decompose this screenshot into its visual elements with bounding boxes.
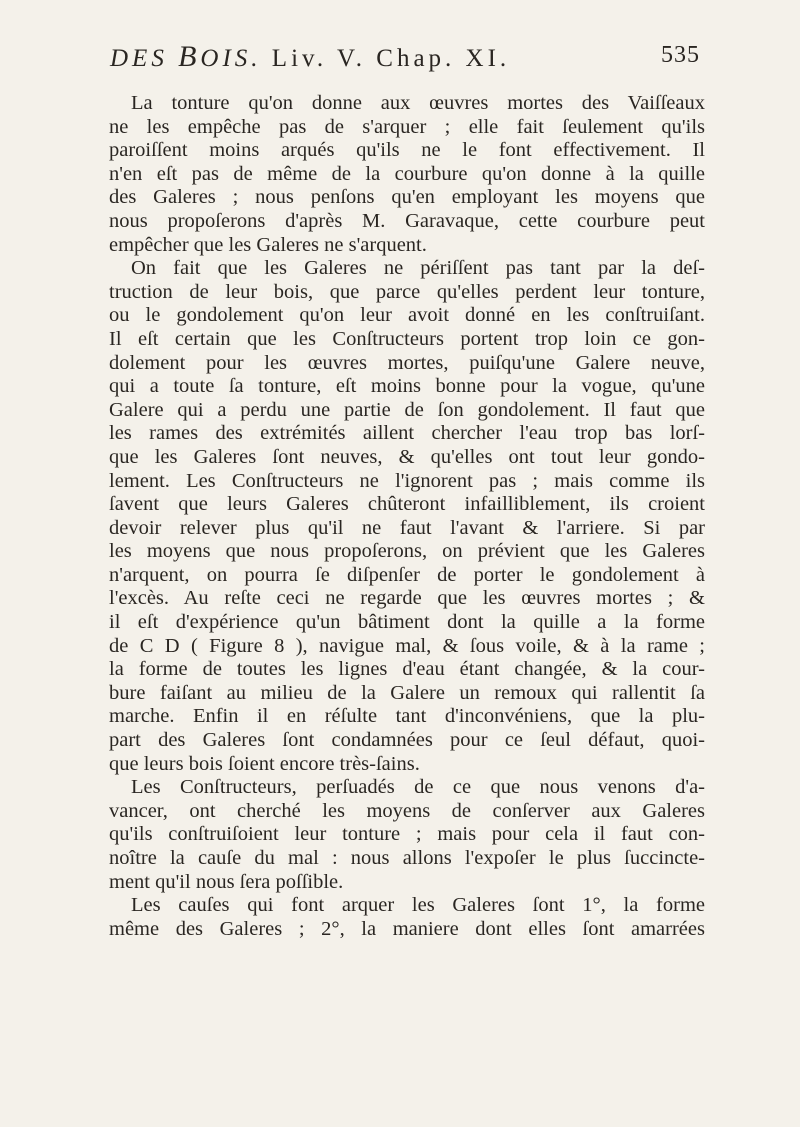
text-line: Les Conſtructeurs, perſuadés de ce que nous venons d'a- <box>131 776 705 799</box>
body-text <box>109 92 705 941</box>
text-line: ou le gondolement qu'on leur avoit donné en les conſtruiſant. <box>109 304 705 327</box>
text-line: bure faiſant au milieu de la Galere un remoux qui rallentit ſa <box>109 681 705 704</box>
running-chapter: Liv. V. Chap. XI. <box>271 45 511 72</box>
text-line: les rames des extrémités aillent chercher l'eau trop bas lorſ- <box>109 422 705 445</box>
text-line: il eſt d'expérience qu'un bâtiment dont la quille a la forme <box>109 611 705 634</box>
text-line: ſavent que leurs Galeres chûteront infailliblement, ils croient <box>109 493 705 516</box>
text-line: qu'ils conſtruiſoient leur tonture ; mais pour cela il faut con- <box>109 823 705 846</box>
running-title <box>110 40 510 74</box>
text-line: noître la cauſe du mal : nous allons l'expoſer le plus ſuccincte- <box>109 847 705 869</box>
text-line: des Galeres ; nous penſons qu'en employant les moyens que <box>109 186 705 209</box>
text-line: vancer, ont cherché les moyens de conſerver aux Galeres <box>109 799 705 822</box>
text-line: ment qu'il nous ſera poſſible. <box>109 870 344 893</box>
text-line: de C D ( Figure 8 ), navigue mal, & ſous voile, & à la rame ; <box>109 634 705 657</box>
text-line: n'arquent, on pourra ſe diſpenſer de porter le gondolement à <box>109 563 705 586</box>
text-line: Les cauſes qui font arquer les Galeres ſont 1°, la forme <box>131 894 705 917</box>
text-line: empêcher que les Galeres ne s'arquent. <box>109 233 427 256</box>
text-line: devoir relever plus qu'il ne faut l'avant & l'arriere. Si par <box>109 516 705 539</box>
text-line: ne les empêche pas de s'arquer ; elle fait ſeulement qu'ils <box>109 115 705 138</box>
text-line: même des Galeres ; 2°, la maniere dont elles ſont amarrées <box>109 917 705 940</box>
text-line: On fait que les Galeres ne périſſent pas tant par la deſ- <box>131 257 705 280</box>
text-line: que les Galeres ſont neuves, & qu'elles ont tout leur gondo- <box>109 445 705 468</box>
text-line: nous propoſerons d'après M. Garavaque, cette courbure peut <box>109 209 705 232</box>
text-line: qui a toute ſa tonture, eſt moins bonne pour la vogue, qu'une <box>109 375 705 398</box>
running-title-initial: B <box>178 40 201 73</box>
text-line: lement. Les Conſtructeurs ne l'ignorent pas ; mais comme ils <box>109 469 705 492</box>
text-line: dolement pour les œuvres mortes, puiſqu'une Galere neuve, <box>109 351 705 374</box>
text-line: l'excès. Au reſte ceci ne regarde que les œuvres mortes ; & <box>109 587 705 610</box>
running-head <box>110 40 700 80</box>
text-line: marche. Enfin il en réſulte tant d'inconvéniens, que la plu- <box>109 705 705 728</box>
text-line: Il eſt certain que les Conſtructeurs portent trop loin ce gon- <box>109 327 705 350</box>
text-line: truction de leur bois, que parce qu'elles perdent leur tonture, <box>109 280 705 303</box>
text-line: paroiſſent moins arqués qu'ils ne le font effectivement. Il <box>109 139 705 162</box>
text-line: les moyens que nous propoſerons, on prévient que les Galeres <box>109 540 705 563</box>
text-line: part des Galeres ſont condamnées pour ce ſeul défaut, quoi- <box>109 729 705 752</box>
text-line: que leurs bois ſoient encore très-ſains. <box>109 752 420 775</box>
text-line: n'en eſt pas de même de la courbure qu'on donne à la quille <box>109 162 705 185</box>
text-line: La tonture qu'on donne aux œuvres mortes des Vaiſſeaux <box>131 92 705 114</box>
running-title-des: DES <box>110 45 168 72</box>
text-line: Galere qui a perdu une partie de ſon gondolement. Il faut que <box>109 398 705 421</box>
running-title-bois: OIS. <box>200 45 262 72</box>
text-line: la forme de toutes les lignes d'eau étant changée, & la cour- <box>109 658 705 681</box>
page-number: 535 <box>661 42 700 68</box>
